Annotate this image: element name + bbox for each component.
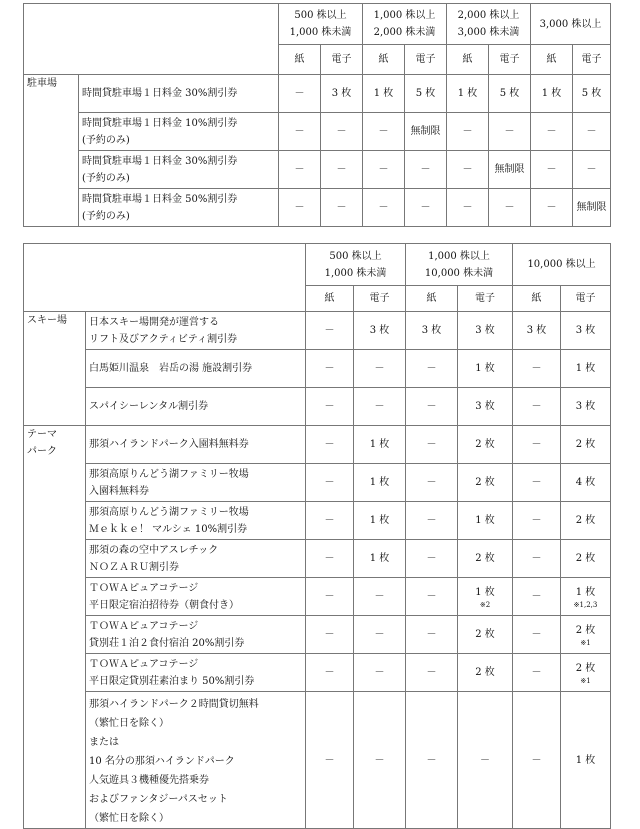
benefit-name: 時間貸駐車場１日料金 30%割引券 (予約のみ) [79,151,279,189]
cell: － [306,426,354,464]
paper-header: 紙 [513,286,561,312]
benefit-name: 那須ハイランドパーク２時間貸切無料 （繁忙日を除く） または 10 名分の那須ハイランドパーク 人気遊具３機種優先搭乗券 およびファンタジーパスセット （繁忙日を除く） [86,692,306,829]
cell: 3 枚 [561,388,611,426]
cell: 1 枚 [363,75,405,113]
cell: － [306,464,354,502]
cell: － [279,75,321,113]
footnote-mark: ※1 [580,676,591,685]
cell: － [306,654,354,692]
tier-header: 1,000 株以上 2,000 株未満 [363,4,447,45]
cell: － [406,426,458,464]
digital-header: 電子 [561,286,611,312]
parking-benefits-table [23,3,611,227]
benefit-name: 那須高原りんどう湖ファミリー牧場 入園料無料券 [86,464,306,502]
cell: － [447,113,489,151]
category-parking: 駐車場 [24,75,79,227]
cell: － [573,113,611,151]
cell: － [406,350,458,388]
cell: － [405,189,447,227]
cell: － [354,578,406,616]
cell: － [306,350,354,388]
leisure-benefits-table [23,243,611,829]
cell: 1 枚 [561,350,611,388]
digital-header: 電子 [354,286,406,312]
benefit-name: ＴＯＷＡピュアコテージ 貸別荘１泊２食付宿泊 20%割引券 [86,616,306,654]
cell: － [406,502,458,540]
tier-header: 500 株以上 1,000 株未満 [306,244,406,286]
cell: 3 枚 [458,312,513,350]
paper-header: 紙 [279,45,321,75]
cell: － [406,616,458,654]
benefit-name: 那須ハイランドパーク入園料無料券 [86,426,306,464]
cell: － [489,113,531,151]
cell: 1 枚 [531,75,573,113]
paper-header: 紙 [531,45,573,75]
paper-header: 紙 [363,45,405,75]
cell: － [513,388,561,426]
digital-header: 電子 [405,45,447,75]
benefit-name: スパイシーレンタル割引券 [86,388,306,426]
cell: － [306,616,354,654]
cell: － [354,388,406,426]
paper-header: 紙 [306,286,354,312]
cell: 4 枚 [561,464,611,502]
cell: － [406,692,458,829]
digital-header: 電子 [489,45,531,75]
cell: 3 枚 [406,312,458,350]
cell: 1 枚 [561,692,611,829]
cell: － [306,502,354,540]
cell: － [321,151,363,189]
cell: 無制限 [489,151,531,189]
benefit-name: 時間貸駐車場１日料金 50%割引券 (予約のみ) [79,189,279,227]
benefit-name: 那須の森の空中アスレチック ＮＯＺＡＲＵ割引券 [86,540,306,578]
cell: － [573,151,611,189]
cell: － [354,350,406,388]
cell: 2 枚 [458,540,513,578]
cell: － [406,464,458,502]
cell: 2 枚 [561,502,611,540]
cell-with-note: 2 枚 ※1 [561,654,611,692]
cell: － [531,113,573,151]
cell: － [513,540,561,578]
cell-with-note: 2 枚 ※1 [561,616,611,654]
cell: － [279,113,321,151]
cell: 5 枚 [405,75,447,113]
cell: 3 枚 [458,388,513,426]
cell: － [513,502,561,540]
category-theme-park: テーマ パーク [24,426,86,829]
paper-header: 紙 [447,45,489,75]
cell: － [513,692,561,829]
cell: － [279,189,321,227]
cell: 2 枚 [561,540,611,578]
cell: － [354,692,406,829]
cell: － [513,578,561,616]
cell-with-note: 1 枚 ※2 [458,578,513,616]
benefit-name: 白馬姫川温泉 岩岳の湯 施設割引券 [86,350,306,388]
cell: － [531,189,573,227]
benefit-name: 時間貸駐車場１日料金 10%割引券 (予約のみ) [79,113,279,151]
cell: － [354,654,406,692]
cell: － [321,113,363,151]
benefit-name: 時間貸駐車場１日料金 30%割引券 [79,75,279,113]
cell: 2 枚 [458,426,513,464]
cell: － [406,578,458,616]
digital-header: 電子 [321,45,363,75]
tier-header: 2,000 株以上 3,000 株未満 [447,4,531,45]
cell: － [458,692,513,829]
cell: 1 枚 [354,540,406,578]
cell: 3 枚 [321,75,363,113]
category-ski: スキー場 [24,312,86,426]
cell: － [447,189,489,227]
tier-header: 3,000 株以上 [531,4,611,45]
cell: 1 枚 [354,502,406,540]
footnote-mark: ※2 [479,600,491,609]
cell: － [489,189,531,227]
cell: － [513,654,561,692]
cell: － [306,388,354,426]
footnote-mark: ※1,2,3 [573,600,598,609]
paper-header: 紙 [406,286,458,312]
tier-header: 10,000 株以上 [513,244,611,286]
cell: 無制限 [405,113,447,151]
benefit-name: 日本スキー場開発が運営する リフト及びアクティビティ割引券 [86,312,306,350]
cell: － [354,616,406,654]
cell: 1 枚 [458,502,513,540]
cell: － [531,151,573,189]
header-blank [24,4,279,75]
cell: 2 枚 [561,426,611,464]
cell: － [406,540,458,578]
cell: － [363,113,405,151]
benefit-name: ＴＯＷＡピュアコテージ 平日限定貸別荘素泊まり 50%割引券 [86,654,306,692]
cell: 2 枚 [458,654,513,692]
cell: － [447,151,489,189]
cell: 1 枚 [458,350,513,388]
cell: 3 枚 [354,312,406,350]
footnote-mark: ※1 [580,638,591,647]
cell: － [405,151,447,189]
digital-header: 電子 [573,45,611,75]
cell: － [513,464,561,502]
cell: 5 枚 [573,75,611,113]
cell: － [363,151,405,189]
cell: － [306,578,354,616]
cell: － [321,189,363,227]
cell: － [279,151,321,189]
cell: － [306,312,354,350]
benefit-name: 那須高原りんどう湖ファミリー牧場 Ｍｅｋｋｅ！ マルシェ 10%割引券 [86,502,306,540]
cell: － [406,388,458,426]
cell: － [406,654,458,692]
cell: 無制限 [573,189,611,227]
tier-header: 500 株以上 1,000 株未満 [279,4,363,45]
digital-header: 電子 [458,286,513,312]
cell: － [513,350,561,388]
cell: － [306,540,354,578]
cell: 3 枚 [513,312,561,350]
cell: － [513,426,561,464]
cell: 1 枚 [354,464,406,502]
cell: 1 枚 [354,426,406,464]
cell-with-note: 1 枚 ※1,2,3 [561,578,611,616]
cell: 5 枚 [489,75,531,113]
cell: － [363,189,405,227]
cell: － [306,692,354,829]
tier-header: 1,000 株以上 10,000 株未満 [406,244,513,286]
cell: 3 枚 [561,312,611,350]
benefit-name: ＴＯＷＡピュアコテージ 平日限定宿泊招待券（朝食付き） [86,578,306,616]
cell: 2 枚 [458,616,513,654]
cell: 2 枚 [458,464,513,502]
cell: － [513,616,561,654]
header-blank [24,244,306,312]
cell: 1 枚 [447,75,489,113]
